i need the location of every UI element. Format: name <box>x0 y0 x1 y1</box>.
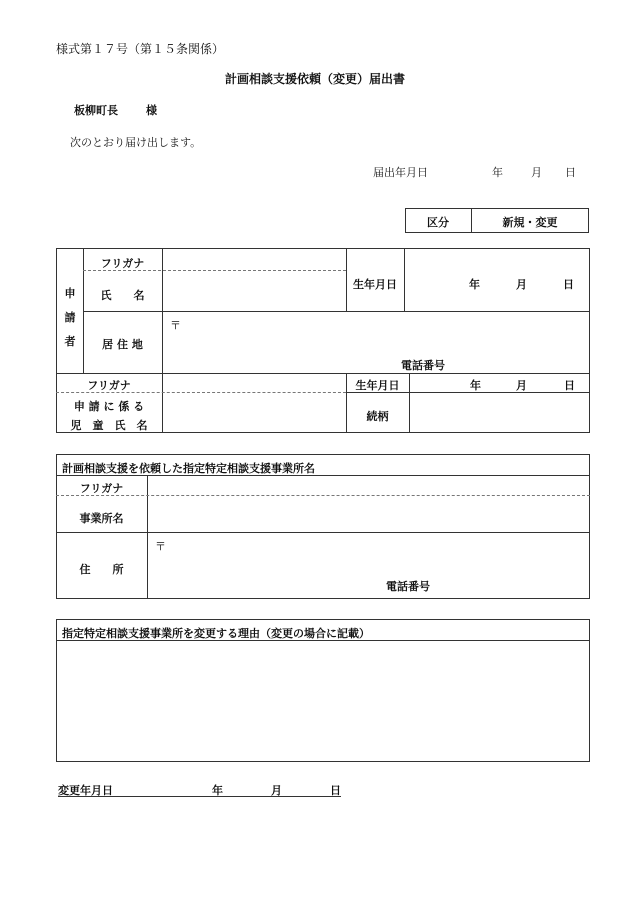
reason-textarea[interactable] <box>58 642 590 762</box>
change-date-day-field[interactable] <box>285 779 329 795</box>
office-name-field[interactable] <box>149 497 588 531</box>
applicant-address-field[interactable] <box>164 314 588 354</box>
document-title: 計画相談支援依頼（変更）届出書 <box>224 72 405 86</box>
filing-date-year-unit: 年 <box>492 166 503 179</box>
change-date-underline <box>58 796 341 797</box>
applicant-postal-mark: 〒 <box>170 319 181 332</box>
child-birthdate-label: 生年月日 <box>355 379 400 392</box>
change-date-month-unit: 月 <box>271 784 282 797</box>
applicant-address-bottom <box>56 373 590 374</box>
child-birth-divider-right <box>409 373 410 433</box>
applicant-name-bottom <box>83 311 590 312</box>
relation-field[interactable] <box>411 395 588 431</box>
child-label-line2: 児 童 氏 名 <box>70 419 148 432</box>
applicant-side-label: 申 請 者 <box>64 287 76 348</box>
addressee-name: 板柳町長 <box>74 104 118 117</box>
change-date-day-unit: 日 <box>330 784 341 797</box>
child-birth-day-unit: 日 <box>564 379 575 392</box>
applicant-furigana-field[interactable] <box>164 250 344 268</box>
intro-text: 次のとおり届け出します。 <box>70 136 202 149</box>
office-address-label: 住 所 <box>79 563 124 576</box>
child-name-field[interactable] <box>164 395 344 431</box>
child-label-line1: 申 請 に 係 る <box>73 400 145 413</box>
applicant-birth-year-unit: 年 <box>469 278 480 291</box>
child-birth-year-unit: 年 <box>470 379 481 392</box>
filing-date-label: 届出年月日 <box>373 166 428 179</box>
filing-date-day-unit: 日 <box>565 166 576 179</box>
applicant-phone-label: 電話番号 <box>401 359 445 372</box>
office-heading-bottom <box>56 475 590 476</box>
child-birthdate-field[interactable] <box>411 375 588 391</box>
office-label-divider <box>147 475 148 599</box>
applicant-furigana-label: フリガナ <box>100 257 145 270</box>
change-date-year-unit: 年 <box>212 784 223 797</box>
office-heading: 計画相談支援を依頼した指定特定相談支援事業所名 <box>62 462 315 475</box>
applicant-name-label: 氏 名 <box>100 289 145 302</box>
child-furigana-label: フリガナ <box>87 379 131 392</box>
office-address-field[interactable] <box>149 535 588 575</box>
filing-date-year-field[interactable] <box>438 160 488 180</box>
addressee-honorific: 様 <box>146 104 157 117</box>
reason-heading: 指定特定相談支援事業所を変更する理由（変更の場合に記載） <box>62 627 370 640</box>
form-number: 様式第１７号（第１５条関係） <box>56 42 225 56</box>
change-date-year-field[interactable] <box>120 779 208 795</box>
child-furigana-field[interactable] <box>164 375 344 391</box>
applicant-birthdate-label: 生年月日 <box>353 278 397 291</box>
relation-label: 続柄 <box>366 410 389 423</box>
reason-heading-bottom <box>56 640 590 641</box>
applicant-name-field[interactable] <box>164 273 344 309</box>
filing-date-month-field[interactable] <box>506 160 528 180</box>
applicant-label-divider <box>162 248 163 433</box>
office-furigana-label: フリガナ <box>79 482 124 495</box>
office-postal-mark: 〒 <box>155 540 166 553</box>
change-date-label: 変更年月日 <box>58 784 113 797</box>
category-value[interactable]: 新規・変更 <box>502 216 558 229</box>
applicant-birthdate-field[interactable] <box>408 252 586 308</box>
office-name-bottom <box>56 532 590 533</box>
category-label: 区分 <box>427 216 449 229</box>
applicant-birth-day-unit: 日 <box>563 278 574 291</box>
child-birth-month-unit: 月 <box>516 379 527 392</box>
applicant-birth-month-unit: 月 <box>516 278 527 291</box>
office-furigana-field[interactable] <box>149 477 588 494</box>
change-date-month-field[interactable] <box>226 779 270 795</box>
applicant-address-label: 居 住 地 <box>102 338 143 351</box>
office-name-label: 事業所名 <box>79 512 124 525</box>
applicant-birth-divider-right <box>404 248 405 311</box>
filing-date-day-field[interactable] <box>545 160 563 180</box>
office-phone-label: 電話番号 <box>386 580 430 593</box>
filing-date-month-unit: 月 <box>531 166 542 179</box>
